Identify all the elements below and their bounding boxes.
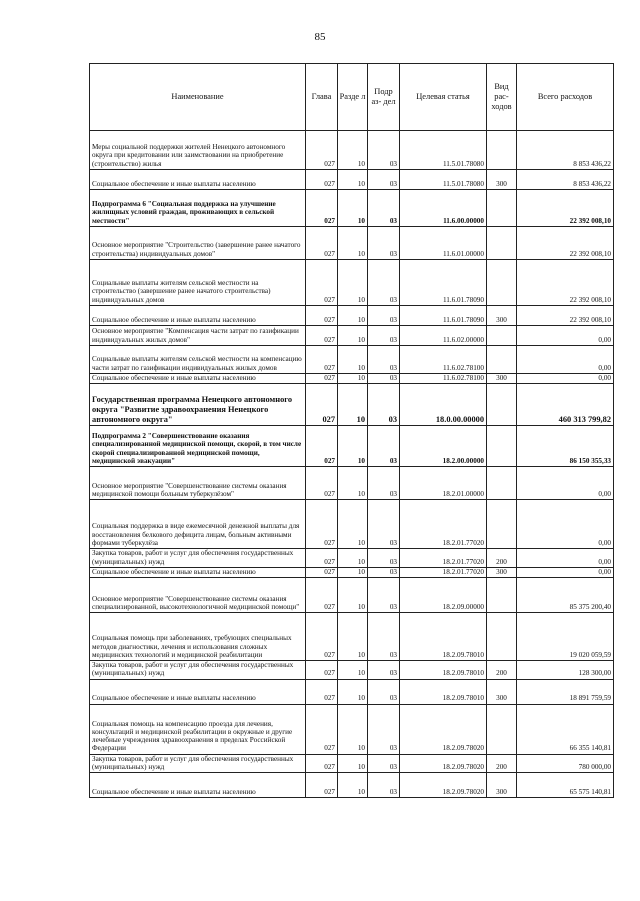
cell-name: Закупка товаров, работ и услуг для обеспечения государственных (муниципальных) нужд [90,661,306,680]
cell-target-article: 18.0.00.00000 [400,384,487,426]
cell-target-article: 11.6.01.78090 [400,260,487,306]
cell-target-article: 18.2.09.78020 [400,754,487,773]
table-row [90,384,614,426]
cell-name: Социальная помощь на компенсацию проезда для лечения, консультаций и медицинской реабилитации в окружные и другие лечебные учреждения здравоохранения в пределах Российской Федерации [90,704,306,754]
cell-section: 10 [338,374,368,384]
cell-chapter: 027 [306,661,338,680]
cell-expense-type: 300 [487,306,517,326]
cell-name: Социальное обеспечение и иные выплаты населению [90,306,306,326]
cell-target-article: 18.2.09.78010 [400,661,487,680]
cell-target-article: 11.6.00.00000 [400,190,487,227]
cell-section: 10 [338,704,368,754]
cell-target-article: 18.2.09.78020 [400,773,487,798]
cell-expense-type [487,190,517,227]
cell-expense-type [487,613,517,661]
cell-subsection: 03 [368,346,400,374]
table-row [90,346,614,374]
cell-section: 10 [338,346,368,374]
cell-name: Закупка товаров, работ и услуг для обеспечения государственных (муниципальных) нужд [90,754,306,773]
cell-target-article: 11.6.01.78090 [400,306,487,326]
cell-total: 22 392 008,10 [517,260,614,306]
cell-subsection: 03 [368,227,400,260]
cell-total: 86 150 355,33 [517,426,614,467]
cell-expense-type: 300 [487,567,517,577]
cell-chapter: 027 [306,549,338,568]
table-row [90,500,614,549]
cell-target-article: 18.2.01.77020 [400,549,487,568]
cell-subsection: 03 [368,661,400,680]
cell-section: 10 [338,578,368,613]
cell-name: Подпрограмма 6 "Социальная поддержка на улучшение жилищных условий граждан, проживающих в сельской местности" [90,190,306,227]
cell-expense-type: 300 [487,679,517,704]
cell-subsection: 03 [368,326,400,346]
cell-total: 18 891 759,59 [517,679,614,704]
cell-subsection: 03 [368,500,400,549]
header-target-article: Целевая статья [400,64,487,131]
cell-target-article: 11.5.01.78080 [400,131,487,170]
cell-chapter: 027 [306,613,338,661]
cell-subsection: 03 [368,131,400,170]
cell-name: Меры социальной поддержки жителей Ненецкого автономного округа при кредитовании или заимствовании на приобретение (строительство) жилья [90,131,306,170]
cell-target-article: 18.2.09.78010 [400,679,487,704]
cell-section: 10 [338,754,368,773]
cell-subsection: 03 [368,467,400,500]
table-row [90,374,614,384]
header-name: Наименование [90,64,306,131]
cell-subsection: 03 [368,567,400,577]
cell-subsection: 03 [368,704,400,754]
cell-name: Социальное обеспечение и иные выплаты населению [90,567,306,577]
cell-name: Государственная программа Ненецкого автономного округа "Развитие здравоохранения Ненецкого автономного округа" [90,384,306,426]
cell-total: 0,00 [517,467,614,500]
table-row [90,549,614,568]
table-row [90,170,614,190]
cell-subsection: 03 [368,549,400,568]
cell-section: 10 [338,679,368,704]
cell-section: 10 [338,549,368,568]
cell-total: 8 853 436,22 [517,131,614,170]
cell-expense-type [487,346,517,374]
cell-target-article: 18.2.09.78020 [400,704,487,754]
cell-total: 8 853 436,22 [517,170,614,190]
cell-chapter: 027 [306,704,338,754]
table-row [90,426,614,467]
cell-subsection: 03 [368,374,400,384]
cell-subsection: 03 [368,679,400,704]
cell-chapter: 027 [306,131,338,170]
table-row [90,131,614,170]
table-row [90,467,614,500]
cell-subsection: 03 [368,190,400,227]
cell-chapter: 027 [306,374,338,384]
table-row [90,661,614,680]
cell-section: 10 [338,567,368,577]
cell-chapter: 027 [306,260,338,306]
table-row [90,754,614,773]
header-subsection: Подр аз- дел [368,64,400,131]
cell-section: 10 [338,426,368,467]
cell-section: 10 [338,306,368,326]
cell-expense-type [487,467,517,500]
cell-chapter: 027 [306,754,338,773]
cell-expense-type [487,500,517,549]
cell-expense-type [487,260,517,306]
cell-section: 10 [338,227,368,260]
cell-total: 66 355 140,81 [517,704,614,754]
table-row [90,613,614,661]
cell-expense-type: 200 [487,549,517,568]
cell-subsection: 03 [368,306,400,326]
cell-total: 128 300,00 [517,661,614,680]
cell-name: Социальные выплаты жителям сельской местности на компенсацию части затрат по газификации индивидуальных жилых домов [90,346,306,374]
cell-chapter: 027 [306,500,338,549]
cell-subsection: 03 [368,613,400,661]
cell-expense-type [487,384,517,426]
cell-expense-type [487,704,517,754]
cell-section: 10 [338,260,368,306]
cell-target-article: 11.6.02.78100 [400,346,487,374]
table-row [90,679,614,704]
cell-chapter: 027 [306,170,338,190]
table-row [90,190,614,227]
cell-name: Социальные выплаты жителям сельской местности на строительство (завершение ранее начатого строительства) индивидуальных домов [90,260,306,306]
table-row [90,326,614,346]
cell-expense-type [487,578,517,613]
cell-subsection: 03 [368,754,400,773]
table-row [90,704,614,754]
header-total: Всего расходов [517,64,614,131]
table-row [90,773,614,798]
header-section: Разде л [338,64,368,131]
cell-total: 460 313 799,82 [517,384,614,426]
table-row [90,567,614,577]
cell-expense-type: 200 [487,661,517,680]
cell-chapter: 027 [306,578,338,613]
cell-section: 10 [338,613,368,661]
cell-chapter: 027 [306,467,338,500]
cell-total: 22 392 008,10 [517,306,614,326]
cell-subsection: 03 [368,260,400,306]
cell-expense-type: 200 [487,754,517,773]
cell-expense-type: 300 [487,773,517,798]
cell-name: Подпрограмма 2 "Совершенствование оказания специализированной медицинской помощи, скорой, в том числе скорой специализированной медицинской помощи, медицинской эвакуации" [90,426,306,467]
cell-expense-type [487,227,517,260]
cell-total: 85 375 200,40 [517,578,614,613]
table-row [90,260,614,306]
cell-subsection: 03 [368,384,400,426]
cell-target-article: 18.2.00.00000 [400,426,487,467]
cell-total: 22 392 008,10 [517,190,614,227]
page-number: 85 [314,31,326,43]
cell-subsection: 03 [368,170,400,190]
cell-name: Социальное обеспечение и иные выплаты населению [90,773,306,798]
cell-name: Социальное обеспечение и иные выплаты населению [90,170,306,190]
cell-target-article: 11.6.02.00000 [400,326,487,346]
cell-target-article: 18.2.01.77020 [400,500,487,549]
cell-name: Основное мероприятие "Строительство (завершение ранее начатого строительства) индивидуальных домов" [90,227,306,260]
cell-expense-type [487,326,517,346]
cell-target-article: 18.2.09.00000 [400,578,487,613]
cell-section: 10 [338,661,368,680]
cell-name: Закупка товаров, работ и услуг для обеспечения государственных (муниципальных) нужд [90,549,306,568]
cell-chapter: 027 [306,190,338,227]
cell-section: 10 [338,326,368,346]
cell-target-article: 11.6.02.78100 [400,374,487,384]
cell-chapter: 027 [306,567,338,577]
cell-chapter: 027 [306,679,338,704]
cell-section: 10 [338,500,368,549]
cell-total: 0,00 [517,374,614,384]
table-row [90,306,614,326]
cell-chapter: 027 [306,346,338,374]
cell-chapter: 027 [306,227,338,260]
table-row [90,578,614,613]
cell-expense-type: 300 [487,170,517,190]
cell-target-article: 11.6.01.00000 [400,227,487,260]
header-expense-type: Вид рас- ходов [487,64,517,131]
cell-total: 19 020 059,59 [517,613,614,661]
cell-total: 780 000,00 [517,754,614,773]
cell-name: Социальное обеспечение и иные выплаты населению [90,679,306,704]
cell-target-article: 18.2.01.00000 [400,467,487,500]
cell-name: Социальная помощь при заболеваниях, требующих специальных методов диагностики, лечения и использования сложных медицинских технологий и медицинской реабилитации [90,613,306,661]
budget-table [89,63,614,798]
cell-target-article: 18.2.09.78010 [400,613,487,661]
cell-section: 10 [338,467,368,500]
cell-section: 10 [338,384,368,426]
cell-name: Основное мероприятие "Совершенствование системы оказания медицинской помощи больным туберкулёзом" [90,467,306,500]
cell-expense-type [487,131,517,170]
cell-section: 10 [338,170,368,190]
cell-section: 10 [338,773,368,798]
cell-name: Основное мероприятие "Совершенствование системы оказания специализированной, высокотехнологичной медицинской помощи" [90,578,306,613]
cell-total: 0,00 [517,500,614,549]
cell-name: Социальная поддержка в виде ежемесячной денежной выплаты для восстановления белкового дефицита лицам, больным активными формами туберкулёза [90,500,306,549]
cell-total: 0,00 [517,549,614,568]
cell-total: 0,00 [517,346,614,374]
cell-section: 10 [338,190,368,227]
cell-total: 22 392 008,10 [517,227,614,260]
cell-target-article: 18.2.01.77020 [400,567,487,577]
header-chapter: Глава [306,64,338,131]
cell-total: 0,00 [517,567,614,577]
cell-name: Основное мероприятие "Компенсация части затрат по газификации индивидуальных жилых домов" [90,326,306,346]
cell-chapter: 027 [306,326,338,346]
cell-name: Социальное обеспечение и иные выплаты населению [90,374,306,384]
cell-expense-type [487,426,517,467]
cell-chapter: 027 [306,384,338,426]
cell-total: 0,00 [517,326,614,346]
cell-total: 65 575 140,81 [517,773,614,798]
cell-chapter: 027 [306,426,338,467]
table-row [90,227,614,260]
cell-chapter: 027 [306,773,338,798]
cell-target-article: 11.5.01.78080 [400,170,487,190]
cell-chapter: 027 [306,306,338,326]
cell-subsection: 03 [368,426,400,467]
cell-section: 10 [338,131,368,170]
table-header-row [90,64,614,131]
cell-expense-type: 300 [487,374,517,384]
cell-subsection: 03 [368,578,400,613]
cell-subsection: 03 [368,773,400,798]
